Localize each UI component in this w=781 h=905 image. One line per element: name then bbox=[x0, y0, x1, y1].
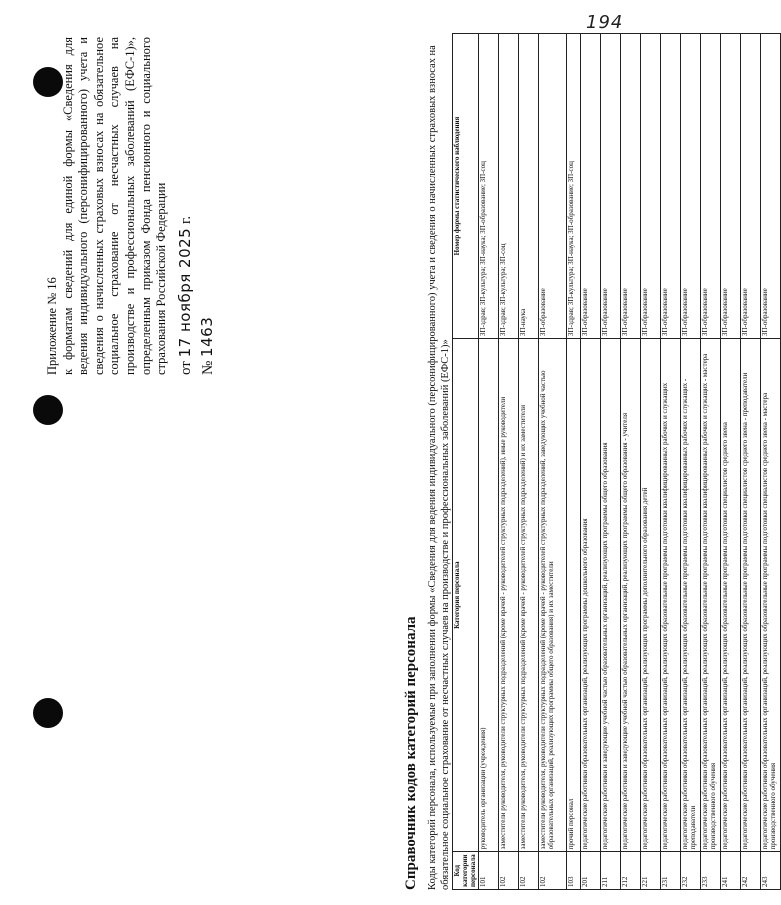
number-prefix: № bbox=[200, 360, 217, 375]
cell-code: 241 bbox=[721, 852, 741, 890]
cell-form: ЗП-здрав; ЗП-культура; ЗП-наука; ЗП-образование; ЗП-соц bbox=[479, 34, 499, 339]
cell-code: 102 bbox=[519, 852, 539, 890]
cell-category: педагогические работники образовательных организаций, реализующих программы дополнительного образования детей bbox=[641, 339, 661, 852]
cell-category: руководитель организации (учреждения) bbox=[479, 339, 499, 852]
cell-code: 212 bbox=[621, 852, 641, 890]
appendix-number bbox=[200, 37, 217, 375]
cell-category: педагогические работники образовательных организаций, реализующих образовательные программы подготовки квалифицированных рабочих и служащих - мастера производственного обучения bbox=[701, 339, 721, 852]
cell-code: 242 bbox=[741, 852, 761, 890]
number-handwritten: 1463 bbox=[198, 316, 217, 357]
cell-category: заместители руководителя, руководители структурных подразделений (кроме врачей - руководителей структурных подразделений) и их заместители bbox=[519, 339, 539, 852]
rotated-document bbox=[45, 33, 778, 890]
cell-category: педагогические работники образовательных организаций, реализующих образовательные программы подготовки специалистов среднего звена - преподаватели bbox=[741, 339, 761, 852]
cell-form: ЗП-образование bbox=[641, 34, 661, 339]
cell-form: ЗП-образование bbox=[661, 34, 681, 339]
cell-form: ЗП-образование bbox=[539, 34, 567, 339]
cell-code: 102 bbox=[539, 852, 567, 890]
table-row bbox=[601, 34, 621, 890]
cell-code: 201 bbox=[581, 852, 601, 890]
appendix-body: к форматам сведений для единой формы «Сведения для ведения индивидуального (персонифицированного) учета и сведения о начисленных страховых взносах на обязательное социальное страхование от несчастных случаев на производстве и профессиональных заболеваний (ЕФС-1)», определенным приказом Фонда пенсионного и социального страхования Российской Федерации bbox=[60, 37, 169, 375]
cell-form: ЗП-образование bbox=[581, 34, 601, 339]
header-code: Код категории персонала bbox=[453, 852, 479, 890]
appendix-title: Приложение № 16 bbox=[45, 277, 59, 375]
cell-category: педагогические работники образовательных организаций, реализующих образовательные программы подготовки специалистов среднего звена - мастера производственного обучения bbox=[761, 339, 781, 852]
cell-category: заместители руководителя, руководители структурных подразделений (кроме врачей - руководителей структурных подразделений, заведующих учебной частью образовательных организаций, реализующих программы общего образования) и их заместители bbox=[539, 339, 567, 852]
cell-category: педагогические работники образовательных организаций, реализующих образовательные программы подготовки квалифицированных рабочих и служащих - преподаватели bbox=[681, 339, 701, 852]
table-row bbox=[539, 34, 567, 890]
date-handwritten: 17 ноября 2025 bbox=[175, 227, 194, 358]
cell-category: педагогические работники образовательных организаций, реализующих образовательные программы подготовки специалистов среднего звена bbox=[721, 339, 741, 852]
cell-category: заместители руководителя, руководители структурных подразделений (кроме врачей - руководителей структурных подразделений), иные руководители bbox=[499, 339, 519, 852]
cell-code: 103 bbox=[567, 852, 581, 890]
appendix-date bbox=[175, 37, 195, 375]
table-row bbox=[479, 34, 499, 890]
cell-category: педагогические работники образовательных организаций, реализующих образовательные программы подготовки квалифицированных рабочих и служащих bbox=[661, 339, 681, 852]
cell-code: 211 bbox=[601, 852, 621, 890]
table-row bbox=[701, 34, 721, 890]
cell-code: 102 bbox=[499, 852, 519, 890]
cell-code: 232 bbox=[681, 852, 701, 890]
cell-form: ЗП-образование bbox=[701, 34, 721, 339]
date-prefix: от bbox=[177, 361, 194, 375]
table-row bbox=[519, 34, 539, 890]
appendix-block bbox=[45, 37, 217, 375]
cell-code: 221 bbox=[641, 852, 661, 890]
cell-category: педагогические работники и заведующие учебной частью образовательных организаций, реализующих программы общего образования bbox=[601, 339, 621, 852]
table-row bbox=[567, 34, 581, 890]
cell-form: ЗП-образование bbox=[601, 34, 621, 339]
table-row bbox=[761, 34, 781, 890]
cell-form: ЗП-здрав; ЗП-культура; ЗП-наука; ЗП-образование; ЗП-соц bbox=[567, 34, 581, 339]
table-row bbox=[721, 34, 741, 890]
table-row bbox=[499, 34, 519, 890]
cell-code: 233 bbox=[701, 852, 721, 890]
cell-code: 101 bbox=[479, 852, 499, 890]
cell-code: 243 bbox=[761, 852, 781, 890]
table-header-row bbox=[453, 34, 479, 890]
page-number: 194 bbox=[586, 12, 624, 33]
date-suffix: г. bbox=[177, 215, 194, 225]
header-category: Категория персонала bbox=[453, 339, 479, 852]
table-row bbox=[621, 34, 641, 890]
cell-category: прочий персонал bbox=[567, 339, 581, 852]
cell-code: 231 bbox=[661, 852, 681, 890]
cell-form: ЗП-образование bbox=[681, 34, 701, 339]
cell-form: ЗП-образование bbox=[741, 34, 761, 339]
cell-form: ЗП-здрав; ЗП-культура; ЗП-соц bbox=[499, 34, 519, 339]
cell-form: ЗП-образование bbox=[761, 34, 781, 339]
personnel-codes-table bbox=[452, 33, 781, 890]
cell-category: педагогические работники и заведующие учебной частью образовательных организаций, реализующих программы общего образования - учителя bbox=[621, 339, 641, 852]
table-row bbox=[681, 34, 701, 890]
header-form: Номер формы статистического наблюдения bbox=[453, 34, 479, 339]
cell-form: ЗП-образование bbox=[721, 34, 741, 339]
cell-category: педагогические работники образовательных организаций, реализующих программы дошкольного образования bbox=[581, 339, 601, 852]
table-row bbox=[741, 34, 761, 890]
table-row bbox=[581, 34, 601, 890]
table-row bbox=[641, 34, 661, 890]
page-title: Справочник кодов категорий персонала bbox=[403, 616, 419, 890]
cell-form: ЗП-наука bbox=[519, 34, 539, 339]
cell-form: ЗП-образование bbox=[621, 34, 641, 339]
table-row bbox=[661, 34, 681, 890]
intro-text: Коды категорий персонала, используемые при заполнении формы «Сведения для ведения индивидуального (персонифицированного) учета и сведения о начисленных страховых взносах на обязательное социальное страхование от несчастных случаев на производстве и профессиональных заболеваний (ЕФС-1)» bbox=[427, 45, 451, 890]
